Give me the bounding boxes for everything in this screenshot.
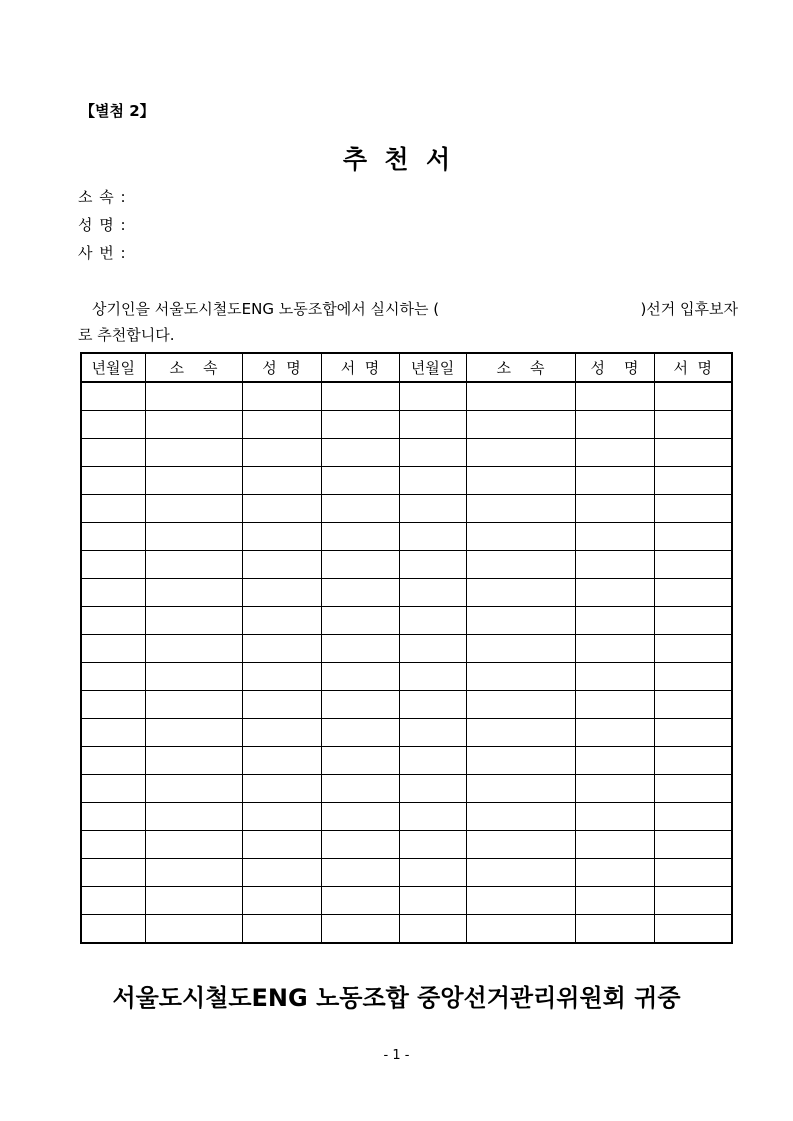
table-cell[interactable] [654,467,732,495]
table-cell[interactable] [321,747,399,775]
table-cell[interactable] [575,915,654,944]
table-cell[interactable] [242,747,321,775]
table-cell[interactable] [145,523,242,551]
table-cell[interactable] [466,915,575,944]
table-cell[interactable] [654,382,732,411]
table-cell[interactable] [575,579,654,607]
table-row [81,411,732,439]
table-cell[interactable] [654,719,732,747]
table-cell[interactable] [81,411,145,439]
table-cell[interactable] [145,831,242,859]
table-cell[interactable] [654,887,732,915]
table-cell[interactable] [399,775,466,803]
table-cell[interactable] [575,635,654,663]
table-cell[interactable] [321,467,399,495]
table-cell[interactable] [575,439,654,467]
table-row [81,467,732,495]
table-cell[interactable] [81,467,145,495]
table-cell[interactable] [399,495,466,523]
table-cell[interactable] [145,803,242,831]
table-cell[interactable] [399,467,466,495]
table-cell[interactable] [321,691,399,719]
table-cell[interactable] [654,775,732,803]
table-cell[interactable] [81,579,145,607]
table-cell[interactable] [575,887,654,915]
field-affiliation: 소 속 : [78,188,127,206]
table-row [81,747,732,775]
table-cell[interactable] [654,859,732,887]
table-cell[interactable] [242,915,321,944]
table-cell[interactable] [399,663,466,691]
table-cell[interactable] [654,579,732,607]
header-affiliation: 소 속 [145,353,242,382]
table-cell[interactable] [242,411,321,439]
table-cell[interactable] [145,915,242,944]
table-cell[interactable] [145,691,242,719]
table-cell[interactable] [321,831,399,859]
table-cell[interactable] [399,579,466,607]
table-cell[interactable] [321,551,399,579]
table-cell[interactable] [81,719,145,747]
table-cell[interactable] [466,495,575,523]
table-cell[interactable] [575,411,654,439]
table-row [81,915,732,944]
table-cell[interactable] [321,635,399,663]
table-cell[interactable] [145,382,242,411]
table-cell[interactable] [145,663,242,691]
table-cell[interactable] [466,382,575,411]
table-row [81,607,732,635]
table-cell[interactable] [466,803,575,831]
table-cell[interactable] [575,831,654,859]
table-cell[interactable] [242,607,321,635]
table-cell[interactable] [654,915,732,944]
table-cell[interactable] [321,411,399,439]
table-row [81,382,732,411]
table-cell[interactable] [399,691,466,719]
table-cell[interactable] [145,439,242,467]
table-cell[interactable] [575,719,654,747]
table-cell[interactable] [466,831,575,859]
table-cell[interactable] [654,411,732,439]
table-cell[interactable] [145,887,242,915]
table-cell[interactable] [321,915,399,944]
table-cell[interactable] [81,803,145,831]
table-cell[interactable] [575,803,654,831]
table-cell[interactable] [466,411,575,439]
table-cell[interactable] [81,831,145,859]
table-cell[interactable] [81,551,145,579]
intro-line2: 로 추천합니다. [78,326,175,344]
table-cell[interactable] [242,579,321,607]
table-cell[interactable] [242,719,321,747]
table-cell[interactable] [242,467,321,495]
table-cell[interactable] [575,859,654,887]
table-cell[interactable] [466,775,575,803]
table-cell[interactable] [466,523,575,551]
table-cell[interactable] [399,803,466,831]
table-row [81,831,732,859]
header-name: 성 명 [575,353,654,382]
table-cell[interactable] [399,915,466,944]
header-date: 년월일 [81,353,145,382]
header-name: 성 명 [242,353,321,382]
table-cell[interactable] [81,859,145,887]
table-cell[interactable] [466,439,575,467]
table-cell[interactable] [654,803,732,831]
table-cell[interactable] [399,747,466,775]
table-row [81,691,732,719]
table-cell[interactable] [242,439,321,467]
table-row [81,775,732,803]
intro-line1-right: )선거 입후보자 [640,300,738,318]
table-cell[interactable] [575,523,654,551]
table-cell[interactable] [321,607,399,635]
footer-addressee: 서울도시철도ENG 노동조합 중앙선거관리위원회 귀중 [112,984,681,1012]
table-cell[interactable] [145,775,242,803]
table-cell[interactable] [399,887,466,915]
table-cell[interactable] [466,663,575,691]
table-cell[interactable] [654,495,732,523]
table-cell[interactable] [399,831,466,859]
table-row [81,859,732,887]
table-header-row [81,353,732,382]
table-cell[interactable] [242,803,321,831]
table-row [81,887,732,915]
table-cell[interactable] [145,607,242,635]
table-cell[interactable] [242,859,321,887]
table-cell[interactable] [81,382,145,411]
table-cell[interactable] [575,775,654,803]
recommendation-table [80,352,733,944]
table-cell[interactable] [321,859,399,887]
header-date: 년월일 [399,353,466,382]
table-cell[interactable] [242,523,321,551]
table-cell[interactable] [399,382,466,411]
table-cell[interactable] [575,495,654,523]
table-cell[interactable] [81,495,145,523]
table-cell[interactable] [575,607,654,635]
table-cell[interactable] [81,635,145,663]
table-cell[interactable] [654,523,732,551]
table-cell[interactable] [321,439,399,467]
page-title: 추 천 서 [342,145,451,174]
table-cell[interactable] [466,579,575,607]
table-cell[interactable] [654,831,732,859]
table-cell[interactable] [321,495,399,523]
header-affiliation: 소 속 [466,353,575,382]
table-cell[interactable] [145,747,242,775]
table-cell[interactable] [81,691,145,719]
intro-line1-left: 상기인을 서울도시철도ENG 노동조합에서 실시하는 ( [92,300,440,318]
table-cell[interactable] [242,887,321,915]
table-cell[interactable] [466,551,575,579]
table-row [81,579,732,607]
table-cell[interactable] [321,663,399,691]
table-row [81,551,732,579]
table-row [81,495,732,523]
table-row [81,803,732,831]
table-cell[interactable] [321,719,399,747]
table-cell[interactable] [242,635,321,663]
field-name: 성 명 : [78,216,127,234]
table-cell[interactable] [466,859,575,887]
table-cell[interactable] [466,607,575,635]
table-cell[interactable] [654,635,732,663]
table-cell[interactable] [399,411,466,439]
table-cell[interactable] [654,691,732,719]
table-cell[interactable] [575,747,654,775]
table-cell[interactable] [654,663,732,691]
table-cell[interactable] [242,691,321,719]
table-cell[interactable] [321,887,399,915]
table-cell[interactable] [321,523,399,551]
field-employee-number: 사 번 : [78,244,127,262]
table-cell[interactable] [575,467,654,495]
table-cell[interactable] [466,691,575,719]
table-cell[interactable] [654,607,732,635]
table-cell[interactable] [466,467,575,495]
table-cell[interactable] [242,663,321,691]
table-cell[interactable] [81,663,145,691]
table-cell[interactable] [399,719,466,747]
attachment-label: 【별첨 2】 [80,102,155,120]
table-cell[interactable] [145,635,242,663]
table-cell[interactable] [399,551,466,579]
table-row [81,719,732,747]
table-cell[interactable] [466,747,575,775]
table-cell[interactable] [145,467,242,495]
header-signature: 서 명 [321,353,399,382]
table-cell[interactable] [321,579,399,607]
table-cell[interactable] [321,382,399,411]
table-cell[interactable] [321,775,399,803]
table-cell[interactable] [242,551,321,579]
table-row [81,663,732,691]
table-cell[interactable] [145,551,242,579]
table-cell[interactable] [399,859,466,887]
table-cell[interactable] [81,607,145,635]
table-cell[interactable] [466,887,575,915]
table-cell[interactable] [399,635,466,663]
table-cell[interactable] [145,495,242,523]
table-cell[interactable] [242,495,321,523]
table-cell[interactable] [81,523,145,551]
table-row [81,439,732,467]
table-cell[interactable] [575,663,654,691]
table-cell[interactable] [654,747,732,775]
table-cell[interactable] [145,579,242,607]
table-cell[interactable] [321,803,399,831]
table-cell[interactable] [81,439,145,467]
table-cell[interactable] [654,439,732,467]
table-row [81,635,732,663]
table-cell[interactable] [654,551,732,579]
table-cell[interactable] [466,635,575,663]
table-cell[interactable] [399,607,466,635]
table-cell[interactable] [145,411,242,439]
table-cell[interactable] [242,382,321,411]
table-cell[interactable] [81,775,145,803]
table-cell[interactable] [399,439,466,467]
table-cell[interactable] [81,747,145,775]
intro-paragraph [78,296,738,348]
table-row [81,523,732,551]
table-cell[interactable] [145,859,242,887]
header-signature: 서 명 [654,353,732,382]
table-cell[interactable] [575,691,654,719]
table-body [81,382,732,943]
table-cell[interactable] [466,719,575,747]
table-cell[interactable] [242,775,321,803]
table-cell[interactable] [399,523,466,551]
table-cell[interactable] [242,831,321,859]
table-cell[interactable] [81,887,145,915]
table-cell[interactable] [145,719,242,747]
page-number: - 1 - [383,1048,410,1063]
table-cell[interactable] [81,915,145,944]
table-cell[interactable] [575,382,654,411]
table-cell[interactable] [575,551,654,579]
